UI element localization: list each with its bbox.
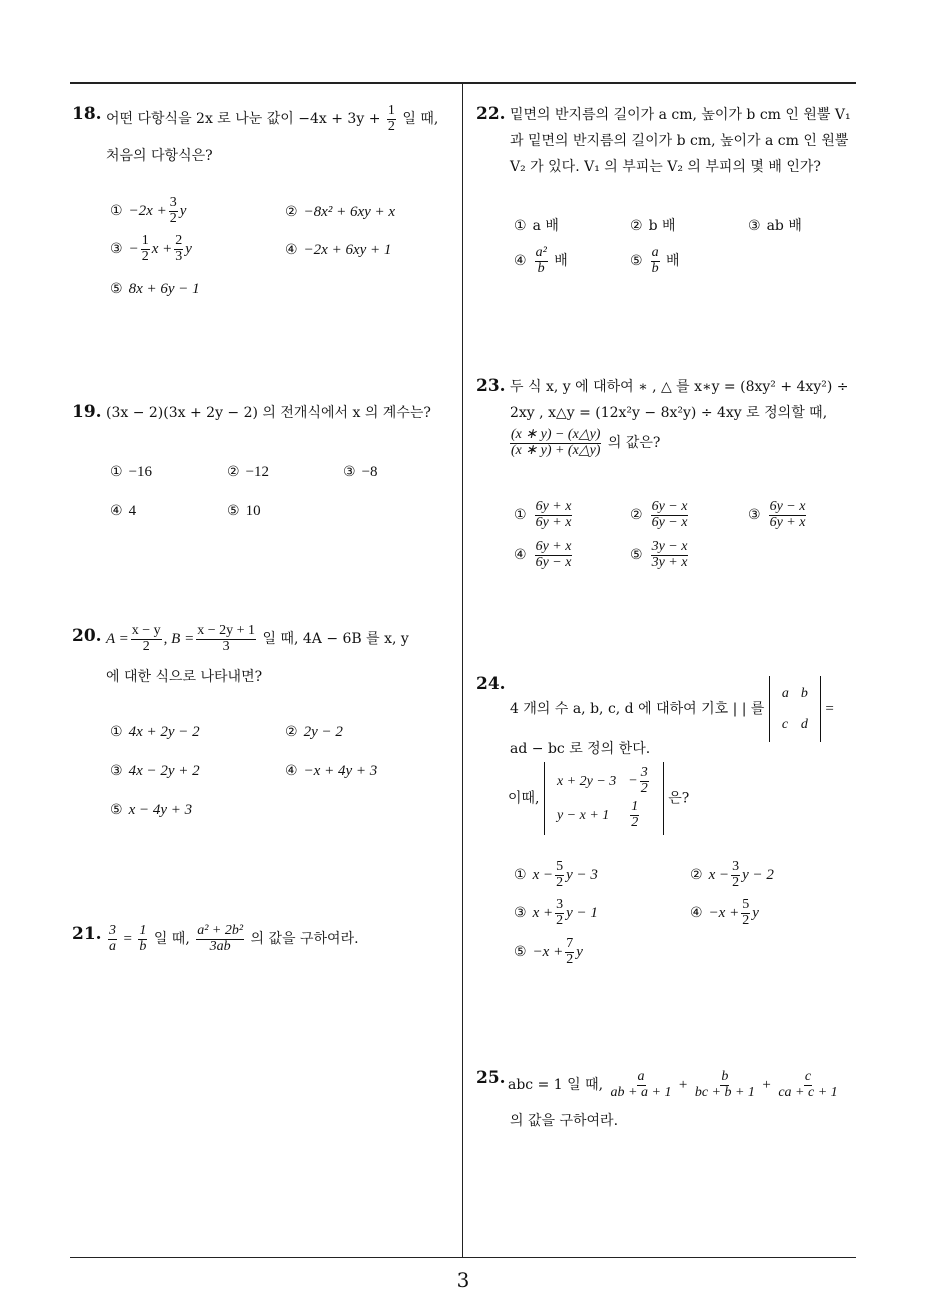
question-18-stem: 어떤 다항식을 2x 로 나눈 값이 −4x + 3y + $\frac{1}{2}$ 일 때, [106,103,439,134]
option-23-5[interactable]: ⑤ $\frac{3y - x}{3y + x}$ [630,539,688,570]
option-20-4[interactable]: ④ −x + 4y + 3 [285,763,378,779]
question-number-23: 23. [476,376,506,396]
option-24-3[interactable]: ③ x + $\frac{3}{2}$ y − 1 [514,897,598,928]
question-number-20: 20. [72,626,102,646]
option-19-3[interactable]: ③ −8 [343,464,378,480]
question-23-line1: 두 식 x, y 에 대하여 ∗ , △ 를 x∗y = (8xy² + 4xy²) ÷ [510,379,849,395]
determinant-definition: a b c d [769,676,821,742]
option-22-3[interactable]: ③ ab 배 [748,218,802,234]
question-number-21: 21. [72,924,102,944]
option-23-2[interactable]: ② $\frac{6y - x}{6y - x}$ [630,499,688,530]
option-23-3[interactable]: ③ $\frac{6y - x}{6y + x}$ [748,499,806,530]
question-number-25: 25. [476,1068,506,1088]
question-number-18: 18. [72,104,102,124]
option-19-5[interactable]: ⑤ 10 [227,503,261,519]
option-18-4[interactable]: ④ −2x + 6xy + 1 [285,242,392,258]
fraction: $\frac{1}{2}$ [387,103,395,134]
column-divider [462,83,463,1258]
option-23-4[interactable]: ④ $\frac{6y + x}{6y - x}$ [514,539,572,570]
option-20-5[interactable]: ⑤ x − 4y + 3 [110,802,193,818]
question-21-stem: $\frac{3}{a}$ = $\frac{1}{b}$ 일 때, $\frac{\text{a² + 2b²}}{3ab}$ 의 값을 구하여라. [109,923,359,954]
option-20-1[interactable]: ① 4x + 2y − 2 [110,724,200,740]
option-22-5[interactable]: ⑤ $\frac{a}{b}$ 배 [630,245,680,276]
option-18-5[interactable]: ⑤ 8x + 6y − 1 [110,281,200,297]
option-20-2[interactable]: ② 2y − 2 [285,724,343,740]
question-20-stem-line2: 에 대한 식으로 나타내면? [106,669,263,685]
question-number-24: 24. [476,674,506,694]
question-24-line3: 이때, x + 2y − 3 − $\frac{3}{2}$ y − x + 1 $\frac{1}{2}$ 은? [508,762,689,835]
option-24-1[interactable]: ① x − $\frac{5}{2}$ y − 3 [514,859,598,890]
option-19-4[interactable]: ④ 4 [110,503,137,519]
option-18-2[interactable]: ② −8x² + 6xy + x [285,204,396,220]
question-18-stem-line2: 처음의 다항식은? [106,148,213,164]
option-19-1[interactable]: ① −16 [110,464,153,480]
question-number-22: 22. [476,104,506,124]
question-24-line2: ad − bc 로 정의 한다. [510,741,651,757]
question-23-expression: $\frac{(x ∗ y) - (x\triangle y)}{(x ∗ y) + (x\triangle y)}$ 의 값은? [511,427,661,458]
top-rule [70,82,856,84]
question-25-stem: abc = 1 일 때, $\frac{a}{ab + a + 1}$ + $\frac{b}{bc + b + 1}$ + $\frac{c}{ca + c + 1}$ [508,1069,838,1100]
question-23-line2: 2xy , x△y = (12x²y − 8x²y) ÷ 4xy 로 정의할 때, [510,405,828,421]
option-24-2[interactable]: ② x − $\frac{3}{2}$ y − 2 [690,859,774,890]
option-22-1[interactable]: ① a 배 [514,218,559,234]
option-22-2[interactable]: ② b 배 [630,218,676,234]
option-24-4[interactable]: ④ −x + $\frac{5}{2}$ y [690,897,759,928]
option-24-5[interactable]: ⑤ −x + $\frac{7}{2}$ y [514,936,583,967]
option-20-3[interactable]: ③ 4x − 2y + 2 [110,763,200,779]
question-number-19: 19. [72,402,102,422]
question-24-line1: 4 개의 수 a, b, c, d 에 대하여 기호 | | 를 a b c d = [510,676,834,742]
page-number: 3 [456,1268,470,1292]
question-19-stem: (3x − 2)(3x + 2y − 2) 의 전개식에서 x 의 계수는? [106,405,431,421]
option-18-1[interactable]: ① −2x + $\frac{3}{2}$ y [110,195,187,226]
option-19-2[interactable]: ② −12 [227,464,270,480]
question-22-line2: 과 밑면의 반지름의 길이가 b cm, 높이가 a cm 인 원뿔 [510,133,849,149]
question-25-line2: 의 값을 구하여라. [510,1113,619,1129]
option-23-1[interactable]: ① $\frac{6y + x}{6y + x}$ [514,499,572,530]
question-22-line3: V₂ 가 있다. V₁ 의 부피는 V₂ 의 부피의 몇 배 인가? [510,159,821,175]
option-22-4[interactable]: ④ $\frac{\text{a²}}{b}$ 배 [514,245,568,276]
option-18-3[interactable]: ③ − $\frac{1}{2}$ x + $\frac{2}{3}$ y [110,233,192,264]
question-20-stem: A = $\frac{x - y}{2}$ , B = $\frac{x - 2y + 1}{3}$ 일 때, 4A − 6B 를 x, y [106,623,409,654]
bottom-rule [70,1257,856,1258]
determinant-expression: x + 2y − 3 − $\frac{3}{2}$ y − x + 1 $\frac{1}{2}$ [544,762,664,835]
question-22-line1: 밑면의 반지름의 길이가 a cm, 높이가 b cm 인 원뿔 V₁ [510,107,851,123]
